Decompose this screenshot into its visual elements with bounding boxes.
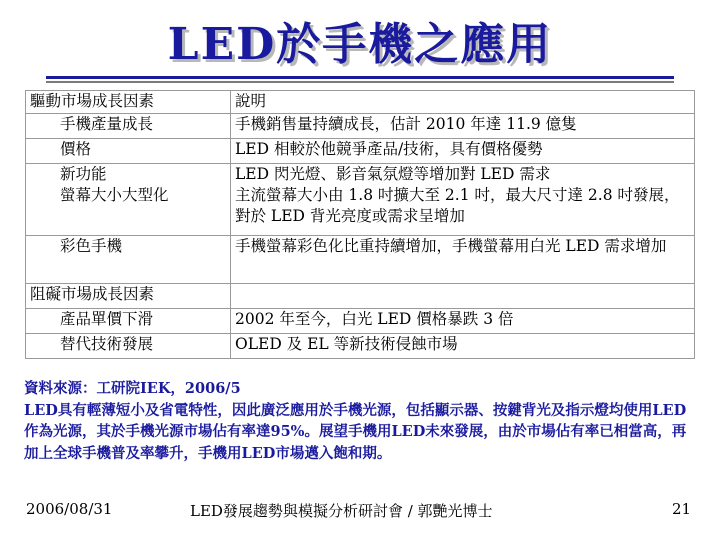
table-row — [26, 236, 695, 284]
source-footnote — [24, 378, 694, 464]
description-cell: LED 相較於他競爭產品/技術，具有價格優勢 — [231, 139, 695, 164]
description-cell: 手機銷售量持續成長，估計 2010 年達 11.9 億隻 — [231, 114, 695, 139]
page-number: 21 — [672, 500, 692, 518]
summary-paragraph: LED具有輕薄短小及省電特性，因此廣泛應用於手機光源，包括顯示器、按鍵背光及指示燈均使用LED作為光源，其於手機光源市場佔有率達95%。展望手機用LED未來發展，由於市場佔有率已相當高，再加上全球手機普及率攀升，手機用LED市場邁入飽和期。 — [24, 401, 687, 462]
factor-cell: 替代技術發展 — [26, 334, 231, 359]
description-cell: 2002 年至今，白光 LED 價格暴跌 3 倍 — [231, 309, 695, 334]
title-underline-shadow — [46, 81, 674, 83]
table-row — [26, 114, 695, 139]
description-cell: 手機螢幕彩色化比重持續增加，手機螢幕用白光 LED 需求增加 — [231, 236, 695, 284]
factor-cell: 手機產量成長 — [26, 114, 231, 139]
table-row — [26, 309, 695, 334]
description-cell: LED 閃光燈、影音氣氛燈等增加對 LED 需求 主流螢幕大小由 1.8 吋擴大至 2.1 吋，最大尺寸達 2.8 吋發展，對於 LED 背光亮度或需求呈增加 — [231, 164, 695, 236]
factor-cell: 驅動市場成長因素 — [26, 91, 231, 114]
title-underline — [46, 76, 674, 79]
table-row — [26, 284, 695, 309]
source-line: 資料來源：工研院IEK，2006/5 — [24, 380, 241, 397]
description-cell: OLED 及 EL 等新技術侵蝕市場 — [231, 334, 695, 359]
factor-cell: 新功能 螢幕大小大型化 — [26, 164, 231, 236]
description-cell: 說明 — [231, 91, 695, 114]
factor-cell: 價格 — [26, 139, 231, 164]
table-row — [26, 91, 695, 114]
table-row — [26, 139, 695, 164]
footer-date: 2006/08/31 — [26, 500, 113, 518]
factor-cell: 產品單價下滑 — [26, 309, 231, 334]
description-cell — [231, 284, 695, 309]
table-row — [26, 164, 695, 236]
factor-cell: 彩色手機 — [26, 236, 231, 284]
table-row — [26, 334, 695, 359]
market-factors-table — [25, 90, 695, 359]
factor-cell: 阻礙市場成長因素 — [26, 284, 231, 309]
slide-title: LED於手機之應用 — [167, 19, 553, 70]
footer-caption: LED發展趨勢與模擬分析研討會 / 郭艷光博士 — [190, 502, 493, 520]
